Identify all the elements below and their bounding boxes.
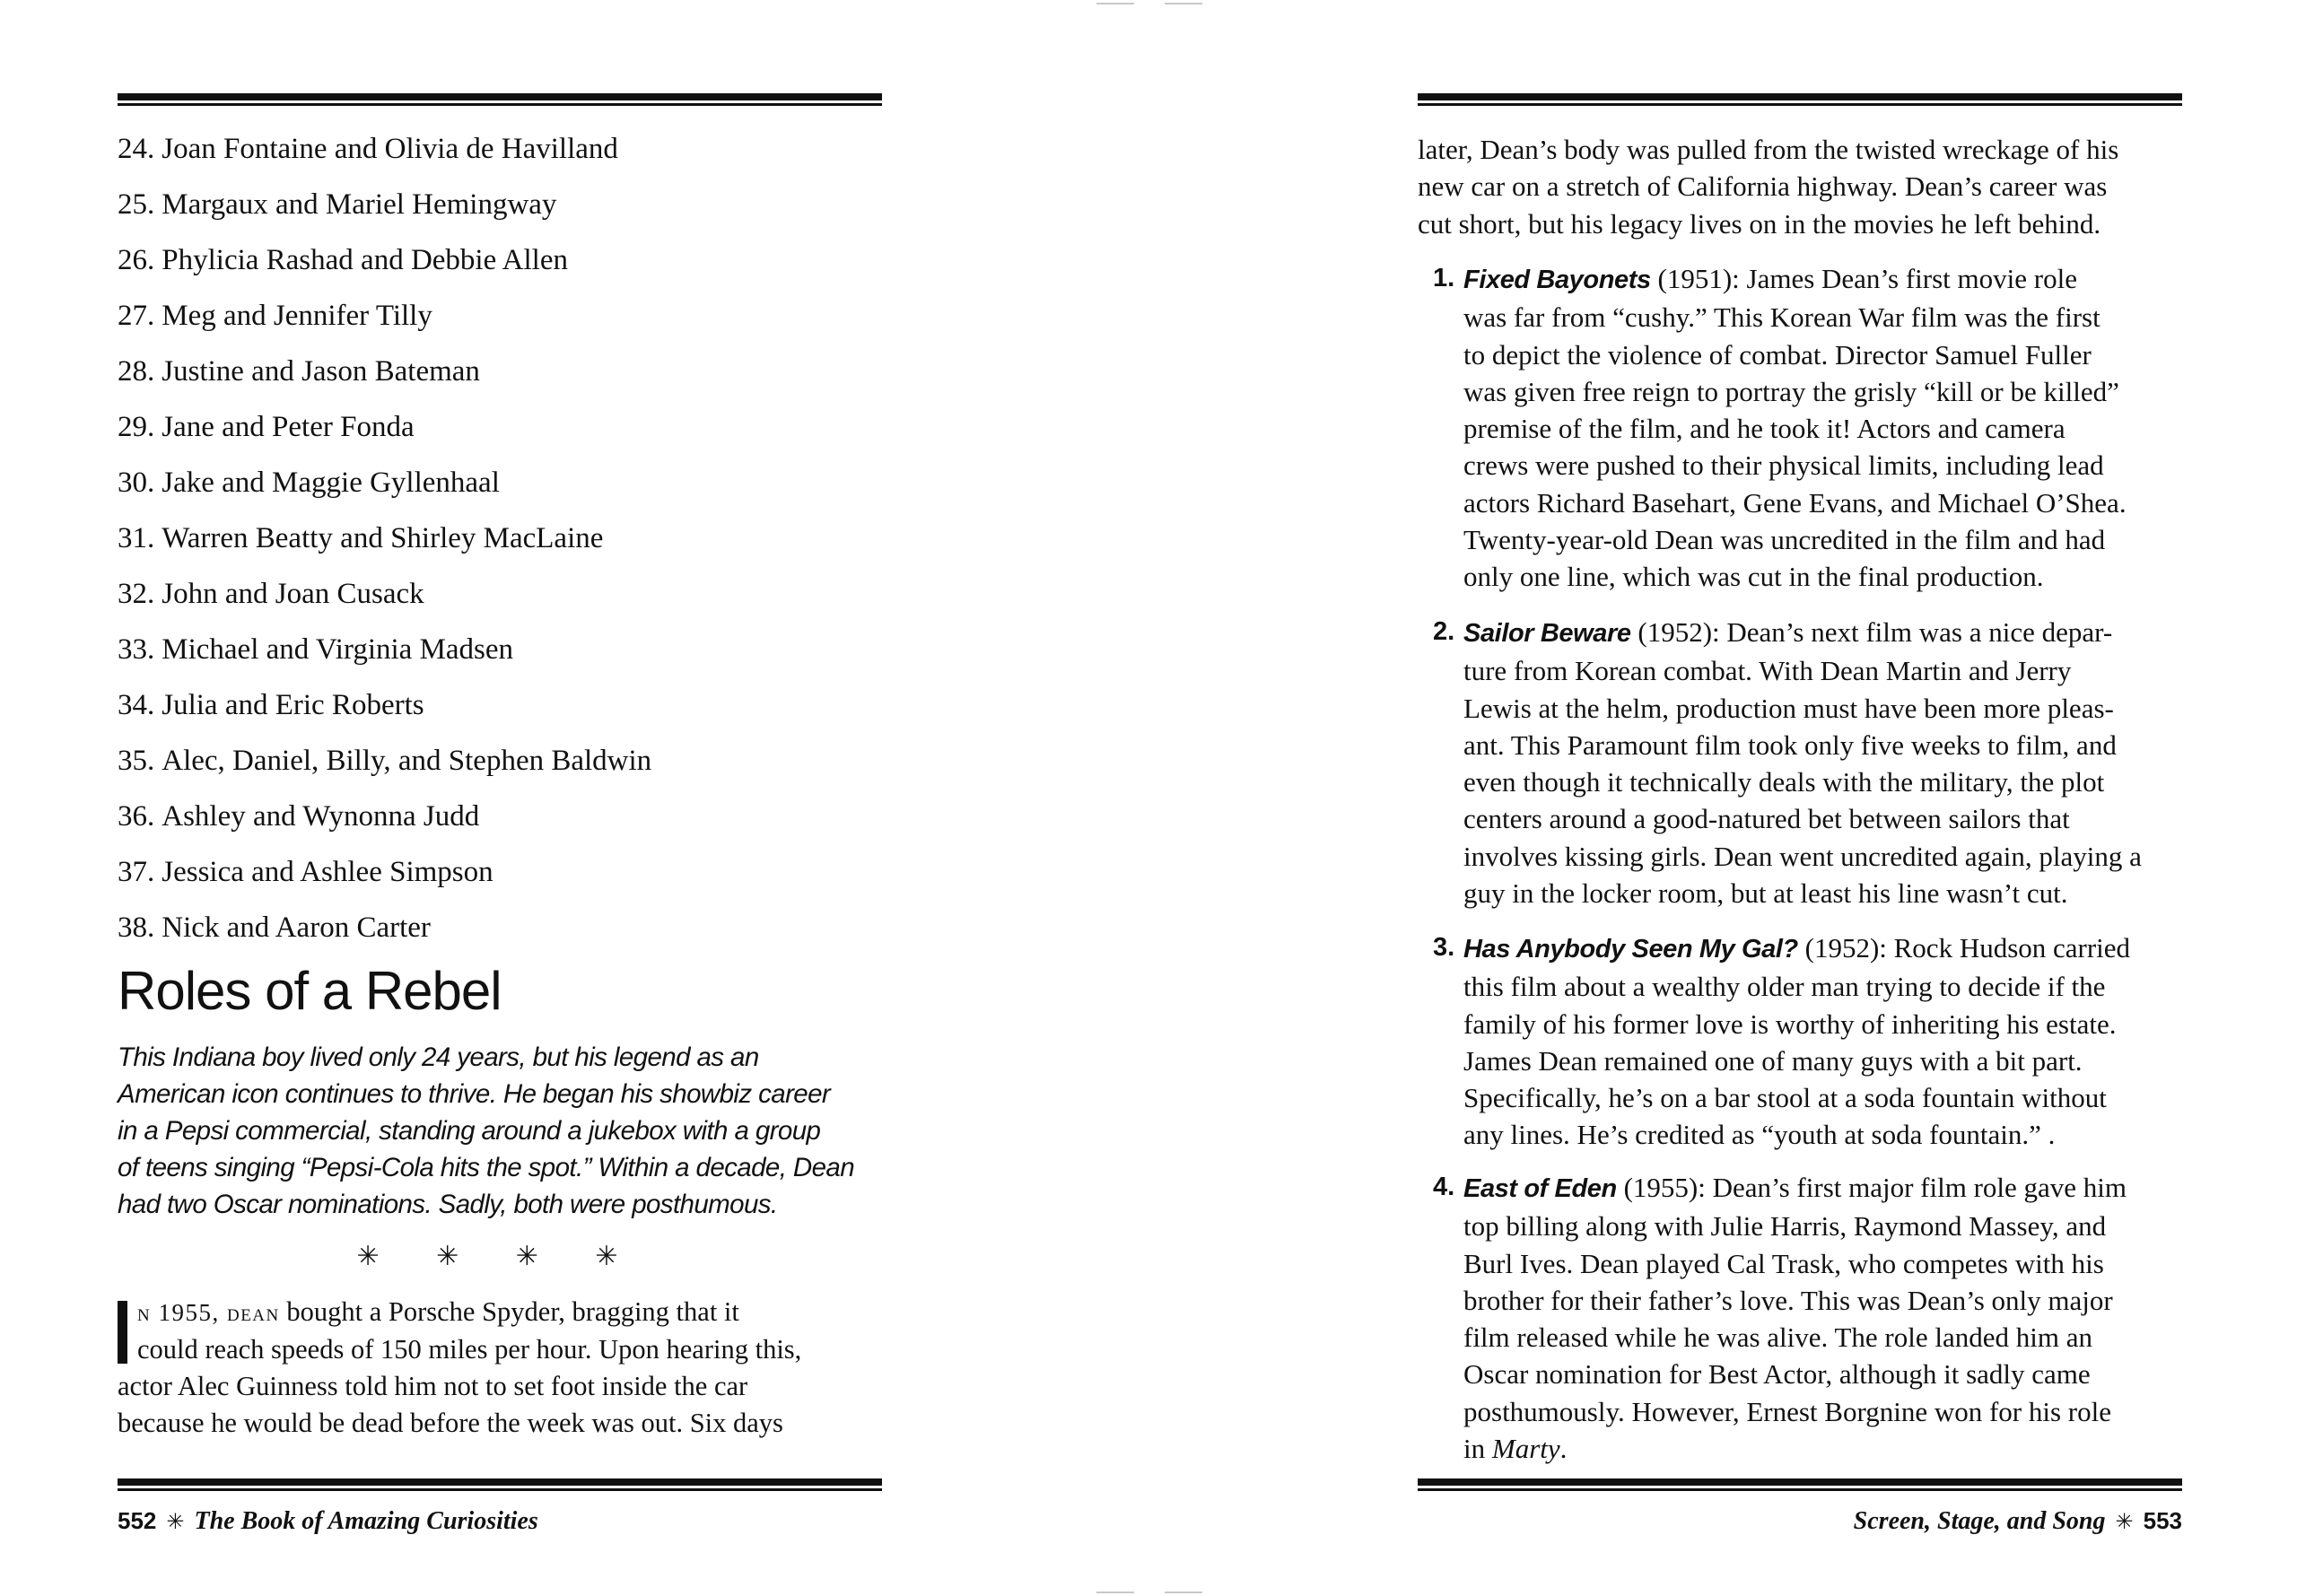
list-item: 25. Margaux and Mariel Hemingway [118,188,557,221]
header-rule [118,93,882,108]
footer-rule [118,1478,882,1493]
list-item: 33. Michael and Virginia Madsen [118,633,514,666]
item-number: 4. [1433,1173,1455,1201]
header-rule [1418,93,2182,108]
continued-paragraph: later, Dean’s body was pulled from the twisted wreckage of his new car on a stretch of California highway. Dean’s career was cut short, but his legacy lives on in the movies he left behind. [1418,134,2119,240]
item-number: 3. [1433,933,1455,962]
list-item: 36. Ashley and Wynonna Judd [118,800,480,833]
item-number: 1. [1433,264,1455,292]
item-number: 2. [1433,617,1455,646]
page-number: 552 [118,1507,157,1534]
story-paragraph: n 1955, dean bought a Porsche Spyder, bragging that it could reach speeds of 150 miles per hour. Upon hearing this, actor Alec Guinness told him not to set foot inside the car because he would be dead before the week was out. Six days [118,1296,802,1438]
chapter-title: Screen, Stage, and Song [1853,1507,2106,1535]
ornament-separator: ✳ ✳ ✳ ✳ [356,1242,643,1271]
crop-mark [1165,3,1202,4]
lead-in: n 1955, dean [137,1299,280,1326]
film-title: Fixed Bayonets [1463,266,1651,294]
list-item: 37. Jessica and Ashlee Simpson [118,856,493,888]
list-item: 31. Warren Beatty and Shirley MacLaine [118,522,604,554]
list-item: 30. Jake and Maggie Gyllenhaal [118,467,500,499]
list-item: 38. Nick and Aaron Carter [118,911,431,944]
left-page [118,0,882,1596]
page-number: 553 [2143,1507,2182,1534]
film-title: Sailor Beware [1463,619,1631,648]
film-title: Has Anybody Seen My Gal? [1463,935,1798,964]
list-item: 29. Jane and Peter Fonda [118,411,415,443]
crop-mark [1096,3,1134,4]
page-footer [118,1505,538,1538]
film-title-italic: Marty [1491,1433,1560,1465]
right-page: later, Dean’s body was pulled from the twisted wreckage of his new car on a stretch of California highway. Dean’s career was cut short, but his legacy lives on in the movies he left behind. 1. Fixed Bayonets (1951): James Dean’s first movie role was far from “cushy.” This Korean War film was the first to depict the violence of combat. Director Samuel Fuller was given free reign to portray the grisly “kill or be killed” premise of the film, and he took it! Actors and camera crews were pushed to their physical limits, including lead actors Richard Basehart, Gene Evans, and Michael O’Shea. Twenty-year-old Dean was uncredited in the film and had only one line, which was cut in the final production. 2. Sailor Beware (1952): Dean’s next film was a nice depar- ture from Korean combat. With Dean Martin and Jerry Lewis at the helm, production must have been more pleas- ant. This Paramount film took only five weeks to film, and even though it technically deals with the military, the plot centers around a good-natured bet between sailors that involves kissing girls. Dean went uncredited again, playing a guy in the locker room, but at least his line wasn’t cut. 3. Has Anybody Seen My Gal? (1952): Rock Hudson carried this film about a wealthy older man trying to decide if the family of his former love is worthy of inheriting his estate. James Dean remained one of many guys with a bit part. Specifically, he’s on a bar stool at a soda fountain without any lines. He’s credited as “youth at soda fountain.” . 4. East of Eden (1955): Dean’s first major film role gave him top billing along with Julie Harris, Raymond Massey, and Burl Ives. Dean played Cal Trask, who competes with his brother for their father’s love. This was Dean’s only major film released while he was alive. The role landed him an Oscar nomination for Best Actor, although it sadly came posthumously. However, Ernest Borgnine won for his role in Marty. Screen, Stage, and Song ✳ 553 [1418,0,2182,1596]
footer-rule [1418,1478,2182,1493]
list-item: 26. Phylicia Rashad and Debbie Allen [118,244,568,276]
list-item: 24. Joan Fontaine and Olivia de Havilland [118,133,618,165]
list-item: 34. Julia and Eric Roberts [118,689,424,721]
list-item: 27. Meg and Jennifer Tilly [118,300,432,332]
section-intro: This Indiana boy lived only 24 years, but his legend as an American icon continues to thrive. He began his showbiz career in a Pepsi commercial, standing around a jukebox with a group of teens singing “Pepsi-Cola hits the spot.” Within a decade, Dean had two Oscar nominations. Sadly, both were posthumous. [118,1042,855,1219]
drop-cap [118,1301,127,1364]
section-title: Roles of a Rebel [118,961,502,1021]
list-item: 35. Alec, Daniel, Billy, and Stephen Baldwin [118,745,652,777]
page-footer [1854,1505,2182,1538]
list-item: 28. Justine and Jason Bateman [118,355,480,388]
asterisk-ornament-icon: ✳ [166,1511,185,1534]
book-title: The Book of Amazing Curiosities [194,1507,538,1535]
crop-mark [1096,1592,1134,1593]
film-title: East of Eden [1463,1174,1617,1203]
asterisk-ornament-icon: ✳ [2115,1511,2134,1534]
crop-mark [1165,1592,1202,1593]
list-item: 32. John and Joan Cusack [118,578,424,610]
